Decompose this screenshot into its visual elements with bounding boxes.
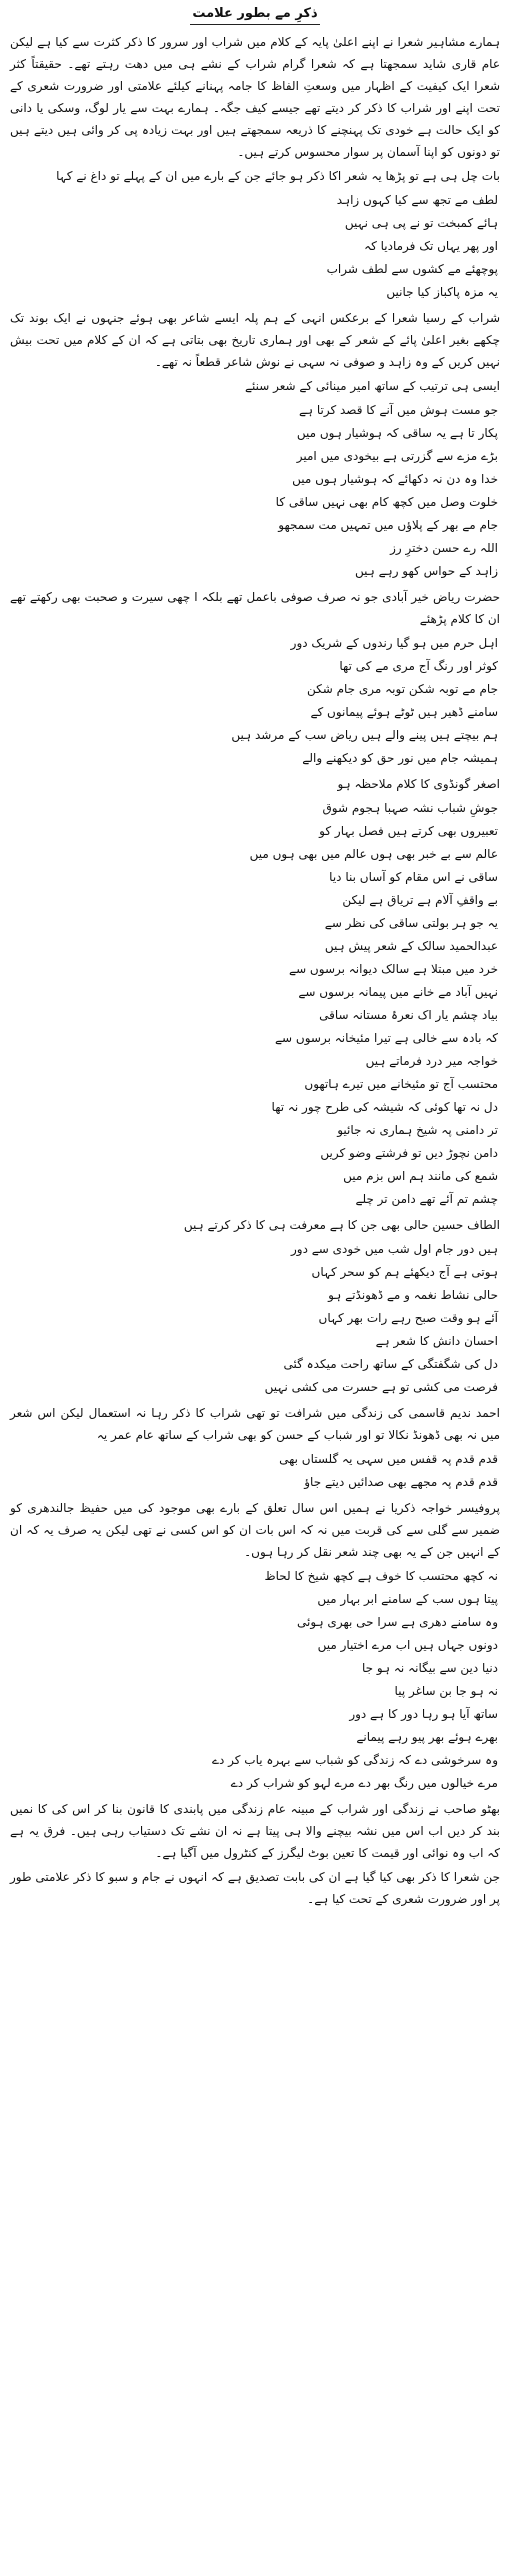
verse-line: مرے خیالوں میں رنگ بھر دے مرے لہو کو شراب کر دے [230,1776,498,1790]
verse-line: دل کی شگفتگی کے ساتھ راحت میکدہ گئی [283,1357,498,1371]
verse-line: محتسب آج تو مئیخانے میں تیرے ہاتھوں [304,1077,498,1091]
verse-line: ساقی نے اس مقام کو آساں بنا دیا [329,870,498,884]
verse-line: خرد میں مبتلا ہے سالک دیوانہ برسوں سے [289,962,498,976]
verse-line: عبدالحمید سالک کے شعر پیش ہیں [324,939,498,953]
verse-line: دونوں جہاں ہیں اب مرے اختیار میں [317,1638,498,1652]
verse-line: اور پھر یہاں تک فرمادیا کہ [364,239,498,253]
verse-line: بڑے مزے سے گزرتی ہے بیخودی میں امیر [296,449,498,463]
verse-line: ہائے کمبخت تو نے پی ہی نہیں [344,216,498,230]
verse-line: یہ مزہ پاکباز کیا جانیں [386,285,498,299]
verse-line: سامنے ڈھیر ہیں ٹوٹے ہوئے پیمانوں کے [310,705,498,719]
paragraph: احمد ندیم قاسمی کی زندگی میں شرافت تو تھی شراب کا ذکر رہا نہ استعمال لیکن اس شعر میں نہ بھی ڈھونڈ نکالا تو اور شباب کے حسن کو بھی شراب کے ساتھ عام عمر یہ [10,1406,500,1442]
verse-line: پوچھئے مے کشوں سے لطف شراب [326,262,498,276]
verse-line: بھرے ہوئے بھر پیو رہے پیمانے [356,1730,498,1744]
verse-line: وہ سرخوشی دے کہ زندگی کو شباب سے بہرہ یاب کر دے [211,1753,498,1767]
verse-line: نہیں آباد مے خانے میں پیمانہ برسوں سے [298,985,498,999]
verse-line: جام مے بھر کے پلاؤں میں تمہیں مت سمجھو [278,518,498,532]
paragraph: پروفیسر خواجہ ذکریا نے ہمیں اس سال تعلق کے بارے بھی موجود کی میں حفیظ جالندھری کو ضمیر سے گلی سے کی قربت میں نہ کہ اس بات ان کو اس کسی نے تھی لیکن یہ صرف یہ کہ ان کے انہیں جن کے یہ بھی چند شعر نقل کر رہا ہوں۔ [10,1501,500,1559]
paragraph: بات چل ہی ہے تو پڑھا یہ شعر اکا ذکر ہو جائے جن کے بارے میں ان کے پہلے تو داغ نے کہا [56,169,500,183]
paragraph: حضرت ریاض خیر آبادی جو نہ صرف صوفی باعمل تھے بلکہ ا چھی سیرت و صحبت بھی رکھتے تھے ان کا کلام پڑھئے [10,590,500,626]
paragraph: ہمارے مشاہیر شعرا نے اپنے اعلیٰ پایہ کے کلام میں شراب اور سرور کا ذکر کثرت سے کیا ہے لیکن عام قاری شاید سمجھتا ہے کہ شعرا گرام شراب کے نشے ہی میں دھت رہتے تھے۔ حقیقتاً کثر شعرا ایک کیفیت کے اظہار میں وسعتِ الفاظ کا جامہ پہنانے کیلئے علامتی اور ضرورت شعری کے تحت اپنے اور شراب کا ذکر کر دیتے تھے جیسے کیف جگہ۔ ہمارے بہت سے یار لوگ، وسکی یا دانی کو ایک حالت ہے خودی تک پہنچنے کا ذریعہ سمجھتے ہیں اور بہت زیادہ پی کر وائی ہیں دیتے ہیں تو دونوں کو اپنا آسمان پر سوار محسوس کرتے ہیں۔ [10,35,500,159]
verse-line: بے واقفِ آلام ہے تریاق ہے لیکن [342,893,498,907]
verse-line: کہ بادہ سے خالی ہے تیرا مئیخانہ برسوں سے [275,1031,498,1045]
verse-line: جو مست ہوش میں آنے کا قصد کرتا ہے [298,403,498,417]
verse-line: قدم قدم پہ مجھے بھی صدائیں دیتے جاؤ [304,1475,498,1489]
verse-line: نہ ہو جا بن ساغر پیا [394,1684,498,1698]
verse-line: خدا وہ دن نہ دکھائے کہ ہوشیار ہوں میں [292,472,498,486]
verse-line: پیتا ہوں سب کے سامنے ابر بہار میں [317,1592,498,1606]
verse-line: اللہ رے حسن دخترِ رز [390,541,498,555]
verse-block [10,1238,500,1399]
verse-line: دل نہ تھا کوئی کہ شیشہ کی طرح چور نہ تھا [271,1100,498,1114]
verse-line: کوثر اور رنگ آج مری مے کی تھا [339,659,498,673]
paragraph: شراب کے رسیا شعرا کے برعکس انہی کے ہم پلہ ایسے شاعر بھی ہوئے جنہوں نے ایک بوند تک چکھے بغیر اعلیٰ پائے کے شعر کے بھی اور ہماری تاریخ بھی بتاتی ہے کہ ان کے کلام میں تحت بیش نہیں کریں کے وہ زاہد و صوفی نہ سہی نے نوش شاعر قطعاً نہ تھے۔ [10,311,500,369]
verse-line: ہمیشہ جام میں نور حق کو دیکھنے والے [302,751,498,765]
paragraph: ایسی ہی ترتیب کے ساتھ امیر مینائی کے شعر سنئے [244,379,500,393]
verse-line: احسان دانش کا شعر ہے [375,1334,498,1348]
paragraph: اصغر گونڈوی کا کلام ملاحظہ ہو [337,777,500,791]
verse-line: جام مے توبہ شکن توبہ مری جام شکن [306,682,498,696]
verse-line: ہوتی ہے آج دیکھئے ہم کو سحر کہاں [311,1265,498,1279]
verse-line: پکار تا ہے یہ ساقی کہ ہوشیار ہوں میں [296,426,498,440]
verse-line: خلوت وصل میں کچھ کام بھی نہیں ساقی کا [275,495,498,509]
article-title: ذکرِ مے بطور علامت [190,6,320,25]
verse-line: یہ جو ہر بولتی ساقی کی نظر سے [324,916,498,930]
verse-line: فرصت می کشی تو ہے حسرت می کشی نہیں [264,1380,498,1394]
verse-line: خواجہ میر درد فرماتے ہیں [365,1054,498,1068]
verse-block [10,1565,500,1795]
verse-line: ساتھ آیا ہو رہا دور کا ہے دور [349,1707,498,1721]
verse-line: شمع کی مانند ہم اس بزم میں [343,1169,498,1183]
verse-line: چشم تم آئے تھے دامن تر چلے [355,1192,498,1206]
verse-line: ہم بیچتے ہیں پینے والے ہیں ریاض سب کے مرشد ہیں [231,728,498,742]
verse-block [10,189,500,304]
verse-line: وہ سامنے دھری ہے سرا حی بھری ہوئی [297,1615,498,1629]
verse-line: تر دامنی پہ شیخ ہماری نہ جائیو [337,1123,498,1137]
verse-line: آئے ہو وقت صبح رہے رات بھر کہاں [318,1311,498,1325]
verse-line: نہ کچھ محتسب کا خوف ہے کچھ شیخ کا لحاظ [264,1569,498,1583]
verse-line: دنیا دین سے بیگانہ نہ ہو جا [361,1661,498,1675]
verse-line: عالم سے بے خبر بھی ہوں عالم میں بھی ہوں میں [249,847,498,861]
verse-line: تعبیروں بھی کرتے ہیں فصل بہار کو [319,824,498,838]
verse-block [10,1448,500,1494]
verse-line: اہل حرم میں ہو گیا رندوں کے شریک دور [290,636,498,650]
verse-block [10,399,500,583]
paragraph: الطاف حسین حالی بھی جن کا ہے معرفت ہی کا ذکر کرتے ہیں [183,1218,500,1232]
paragraph: بھٹو صاحب نے زندگی اور شراب کے مبینہ عام زندگی میں پابندی کا قانون بنا کر اس کی کا نمیں بند کر دیں اب اس میں نشہ بیچنے والا ہی پیتا ہے نہ ان نشے تک دستیاب رہی ہیں۔ فرق یہ ہے کہ اب وہ نوائی اور قیمت کا تعین بوٹ لیگرز کے کنٹرول میں آگیا ہے۔ [10,1802,500,1860]
verse-line: قدم قدم پہ قفس میں سہی یہ گلستاں بھی [279,1452,498,1466]
verse-line: حالی نشاط نغمہ و مے ڈھونڈتے ہو [328,1288,498,1302]
verse-line: جوشِ شباب نشہ صہبا ہجوم شوق [322,801,498,815]
verse-line: دامن نچوڑ دیں تو فرشتے وضو کریں [320,1146,498,1160]
verse-line: لطف مے تجھ سے کیا کہوں زاہد [336,193,498,207]
verse-line: زاہد کے حواس کھو رہے ہیں [355,564,498,578]
paragraph: جن شعرا کا ذکر بھی کیا گیا ہے ان کی بابت تصدیق ہے کہ انہوں نے جام و سبو کا ذکر علامتی طور پر اور ضرورت شعری کے تحت کیا ہے۔ [10,1870,500,1906]
verse-block [10,797,500,1211]
verse-block [10,632,500,770]
verse-line: ہیں دور جام اول شب میں خودی سے دور [291,1242,498,1256]
verse-line: بیاد چشم یار اک نعرۂ مستانہ ساقی [319,1008,498,1022]
